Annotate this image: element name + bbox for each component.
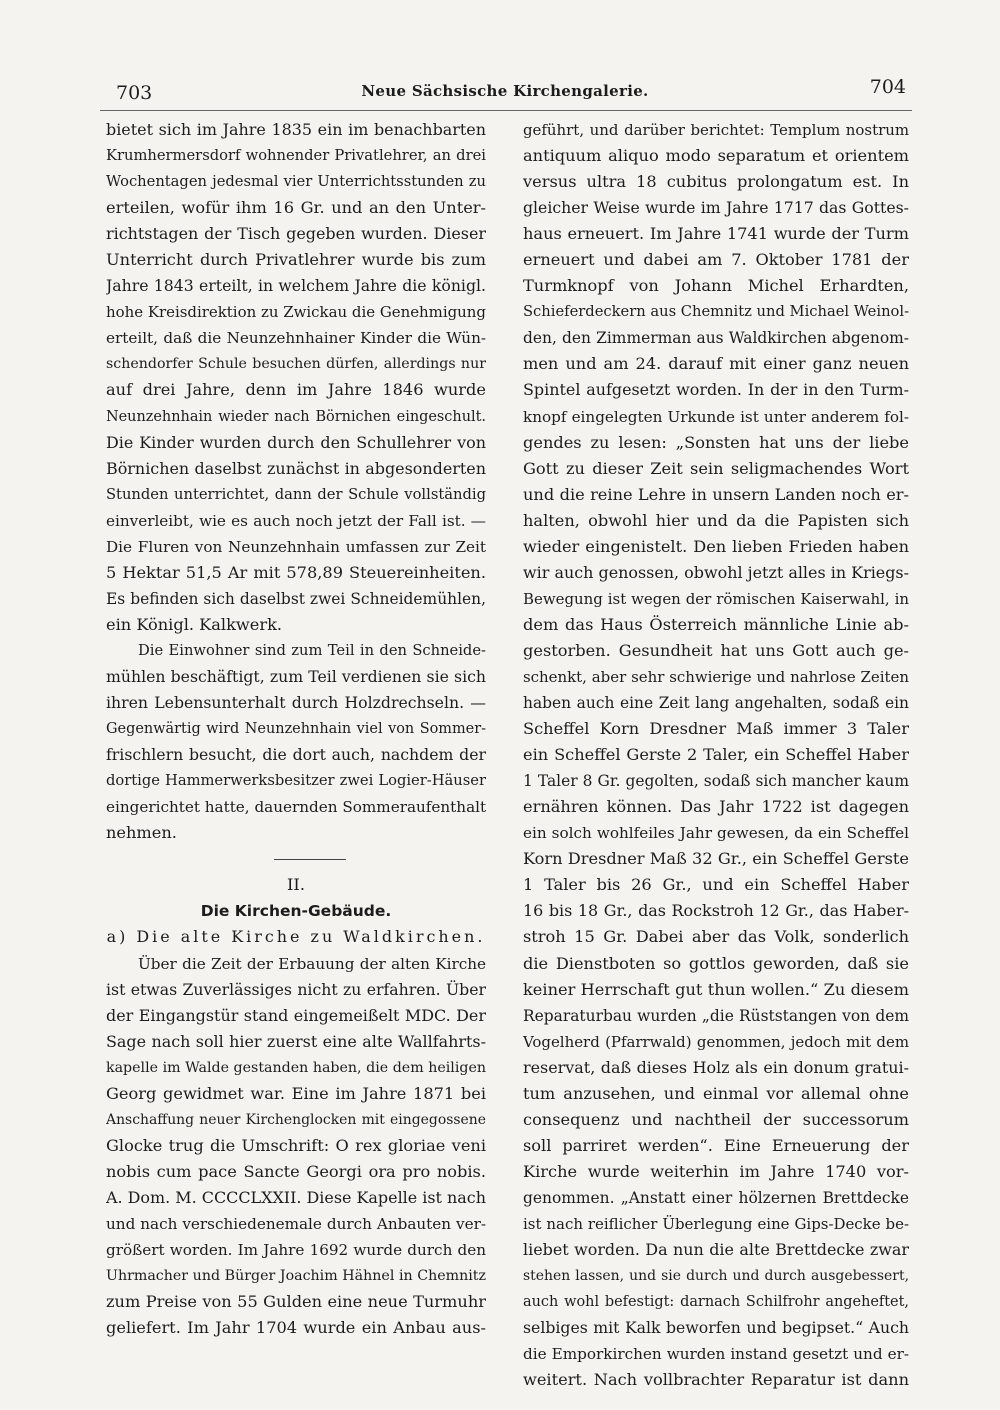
text-line: Glocke trug die Umschrift: O rex gloriae veni bbox=[106, 1135, 486, 1155]
text-line: Unterricht durch Privatlehrer wurde bis zum bbox=[106, 250, 486, 270]
text-line: knopf eingelegten Urkunde ist unter anderem fol- bbox=[523, 407, 909, 426]
paragraph-inhabitants bbox=[106, 638, 486, 846]
text-line: 16 bis 18 Gr., das Rockstroh 12 Gr., das Haber- bbox=[523, 901, 909, 921]
text-line: erneuert und dabei am 7. Oktober 1781 der bbox=[523, 250, 909, 270]
page-number-right: 704 bbox=[869, 76, 906, 98]
text-line: ein Königl. Kalkwerk. bbox=[106, 614, 283, 634]
text-line: reservat, daß dieses Holz als ein donum gratui- bbox=[523, 1057, 909, 1077]
text-line: versus ultra 18 cubitus prolongatum est. In bbox=[523, 172, 909, 192]
text-line: Reparaturbau wurden „die Rüststangen von dem bbox=[523, 1006, 909, 1025]
text-line: 5 Hektar 51,5 Ar mit 578,89 Steuereinheiten. bbox=[106, 562, 486, 582]
text-line: bietet sich im Jahre 1835 ein im benachbarten bbox=[106, 120, 486, 139]
text-line: liebet worden. Da nun die alte Brettdecke zwar bbox=[523, 1240, 909, 1260]
running-title: Neue Sächsische Kirchengalerie. bbox=[361, 82, 649, 100]
text-line: Die Kinder wurden durch den Schullehrer von bbox=[106, 432, 486, 452]
text-line: nehmen. bbox=[106, 823, 177, 843]
header-rule bbox=[100, 110, 912, 111]
text-line: ein solch wohlfeiles Jahr gewesen, da ein Scheffel bbox=[523, 824, 909, 843]
text-line: gestorben. Gesundheit hat uns Gott auch ge- bbox=[523, 640, 909, 660]
text-line: keiner Herrschaft gut thun wollen.“ Zu diesem bbox=[523, 979, 909, 999]
text-line: Stunden unterrichtet, dann der Schule vollständig bbox=[106, 485, 486, 503]
left-column bbox=[106, 117, 486, 1341]
page-header bbox=[96, 74, 914, 110]
text-line: schendorfer Schule besuchen dürfen, allerdings nur bbox=[106, 356, 486, 373]
text-line: richtstagen der Tisch gegeben wurden. Dieser bbox=[106, 224, 486, 244]
text-line: soll parriret werden“. Eine Erneuerung der bbox=[523, 1135, 909, 1155]
text-line: schenkt, aber sehr schwierige und nahrlose Zeiten bbox=[523, 667, 909, 686]
text-line: geliefert. Im Jahr 1704 wurde ein Anbau aus- bbox=[106, 1318, 486, 1338]
text-line: Die Fluren von Neunzehnhain umfassen zur Zeit bbox=[106, 537, 486, 556]
text-line: stehen lassen, und sie durch und durch ausgebessert, bbox=[523, 1268, 909, 1285]
text-line: ein Scheffel Gerste 2 Taler, ein Scheffel Haber bbox=[523, 745, 909, 765]
text-line: stroh 15 Gr. Dabei aber das Volk, sonderlich bbox=[523, 927, 909, 947]
text-line: einverleibt, wie es auch noch jetzt der Fall ist. — bbox=[106, 511, 486, 530]
text-line: Anschaffung neuer Kirchenglocken mit eingegossene bbox=[106, 1111, 486, 1128]
text-line: wir auch genossen, obwohl jetzt alles in Kriegs- bbox=[523, 562, 909, 582]
text-line: Scheffel Korn Dresdner Maß immer 3 Taler bbox=[523, 719, 909, 739]
right-column bbox=[523, 117, 909, 1393]
text-line: ist etwas Zuverlässiges nicht zu erfahren. Über bbox=[106, 979, 486, 999]
section-title: Die Kirchen-Gebäude. bbox=[200, 902, 392, 921]
paragraph-school bbox=[106, 117, 486, 638]
text-line: der Eingangstür stand eingemeißelt MDC. Der bbox=[106, 1005, 486, 1025]
text-line: mühlen beschäftigt, zum Teil verdienen sie sich bbox=[106, 666, 486, 686]
text-line: Georg gewidmet war. Eine im Jahre 1871 bei bbox=[106, 1083, 486, 1103]
text-line: die Emporkirchen wurden instand gesetzt und er- bbox=[523, 1345, 909, 1364]
text-line: Spintel aufgesetzt worden. In der in den Turm- bbox=[523, 380, 909, 400]
text-line: nobis cum pace Sancte Georgi ora pro nobis. bbox=[106, 1161, 486, 1181]
text-line: dem das Haus Österreich männliche Linie ab- bbox=[523, 614, 909, 634]
text-line: men und am 24. darauf mit einer ganz neuen bbox=[523, 354, 909, 374]
text-line: ist nach reiflicher Überlegung eine Gips-Decke be- bbox=[523, 1214, 909, 1233]
text-line: größert worden. Im Jahre 1692 wurde durch den bbox=[106, 1241, 486, 1260]
text-line: geführt, und darüber berichtet: Templum nostrum bbox=[523, 121, 909, 139]
text-line: Neunzehnhain wieder nach Börnichen eingeschult. bbox=[106, 408, 486, 425]
text-line: auch wohl befestigt: darnach Schilfrohr angeheftet, bbox=[523, 1294, 909, 1311]
page-number-left: 703 bbox=[116, 82, 153, 104]
text-line: Über die Zeit der Erbauung der alten Kirche bbox=[138, 954, 486, 973]
text-line: Vogelherd (Pfarrwald) genommen, jedoch mit dem bbox=[523, 1032, 909, 1051]
text-line: Schieferdeckern aus Chemnitz und Michael Weinol- bbox=[523, 303, 909, 321]
text-line: kapelle im Walde gestanden haben, die dem heiligen bbox=[106, 1059, 486, 1076]
text-line: haben auch eine Zeit lang angehalten, sodaß ein bbox=[523, 694, 909, 713]
text-line: Wochentagen jedesmal vier Unterrichtsstunden zu bbox=[106, 173, 486, 191]
text-line: gendes zu lesen: „Sonsten hat uns der liebe bbox=[523, 432, 909, 452]
text-line: zum Preise von 55 Gulden eine neue Turmuhr bbox=[106, 1292, 486, 1312]
text-line: antiquum aliquo modo separatum et orientem bbox=[523, 146, 909, 166]
text-line: Gegenwärtig wird Neunzehnhain viel von Sommer- bbox=[106, 721, 486, 738]
paragraph-old-church bbox=[106, 951, 486, 1342]
text-line: ihren Lebensunterhalt durch Holzdrechseln. — bbox=[106, 693, 486, 713]
text-line: weitert. Nach vollbrachter Reparatur ist dann bbox=[523, 1370, 909, 1390]
text-line: Korn Dresdner Maß 32 Gr., ein Scheffel Gerste bbox=[523, 849, 909, 869]
section-divider bbox=[106, 846, 486, 872]
text-line: hohe Kreisdirektion zu Zwickau die Genehmigung bbox=[106, 303, 486, 322]
text-line: selbiges mit Kalk beworfen und begipset.“ Auch bbox=[523, 1318, 909, 1338]
text-line: Uhrmacher und Bürger Joachim Hähnel in Chemnitz bbox=[106, 1268, 486, 1285]
text-line: Gott zu dieser Zeit sein seligmachendes Wort bbox=[523, 458, 909, 478]
text-line: frischlern besucht, die dort auch, nachdem der bbox=[106, 745, 486, 765]
text-line: dortige Hammerwerksbesitzer zwei Logier-Häuser bbox=[106, 772, 486, 790]
text-line: erteilt, daß die Neunzehnhainer Kinder die Wün- bbox=[106, 329, 486, 348]
text-line: wieder eingenistelt. Den lieben Frieden haben bbox=[523, 536, 909, 556]
text-line: halten, obwohl hier und da die Papisten sich bbox=[523, 510, 909, 530]
text-line: consequenz und nachtheil der successorum bbox=[523, 1109, 909, 1129]
subsection-title: a) Die alte Kirche zu Waldkirchen. bbox=[106, 927, 486, 947]
text-line: Kirche wurde weiterhin im Jahre 1740 vor- bbox=[523, 1161, 909, 1181]
text-line: Jahre 1843 erteilt, in welchem Jahre die königl. bbox=[106, 276, 486, 296]
text-line: Bewegung ist wegen der römischen Kaiserwahl, in bbox=[523, 589, 909, 608]
text-line: und die reine Lehre in unsern Landen noch er- bbox=[523, 484, 909, 504]
text-line: 1 Taler 8 Gr. gegolten, sodaß sich mancher kaum bbox=[523, 772, 909, 791]
text-line: haus erneuert. Im Jahre 1741 wurde der Turm bbox=[523, 224, 909, 244]
text-line: Börnichen daselbst zunächst in abgesonderten bbox=[106, 458, 486, 478]
text-line: Die Einwohner sind zum Teil in den Schneide- bbox=[138, 641, 486, 659]
text-line: erteilen, wofür ihm 16 Gr. und an den Unter- bbox=[106, 198, 486, 218]
text-line: und nach verschiedenemale durch Anbauten ver- bbox=[106, 1214, 486, 1233]
text-line: ernähren können. Das Jahr 1722 ist dagegen bbox=[523, 797, 909, 817]
text-line: genommen. „Anstatt einer hölzernen Brettdecke bbox=[523, 1188, 909, 1207]
text-line: den, den Zimmerman aus Waldkirchen abgenom- bbox=[523, 329, 909, 348]
section-number: II. bbox=[287, 875, 305, 895]
text-line: Krumhermersdorf wohnender Privatlehrer, an drei bbox=[106, 147, 486, 165]
text-line: die Dienstboten so gottlos geworden, daß sie bbox=[523, 953, 909, 973]
text-line: tum anzusehen, und einmal vor allemal ohne bbox=[523, 1083, 909, 1103]
text-line: Turmknopf von Johann Michel Erhardten, bbox=[523, 276, 909, 296]
text-line: Sage nach soll hier zuerst eine alte Wallfahrts- bbox=[106, 1031, 486, 1051]
text-line: gleicher Weise wurde im Jahre 1717 das Gottes- bbox=[523, 198, 909, 218]
text-line: 1 Taler bis 26 Gr., und ein Scheffel Haber bbox=[523, 875, 909, 895]
text-line: Es befinden sich daselbst zwei Schneidemühlen, bbox=[106, 589, 486, 608]
text-line: eingerichtet hatte, dauernden Sommeraufenthalt bbox=[106, 798, 486, 817]
text-line: A. Dom. M. CCCCLXXII. Diese Kapelle ist nach bbox=[106, 1187, 486, 1207]
text-line: auf drei Jahre, denn im Jahre 1846 wurde bbox=[106, 380, 486, 400]
